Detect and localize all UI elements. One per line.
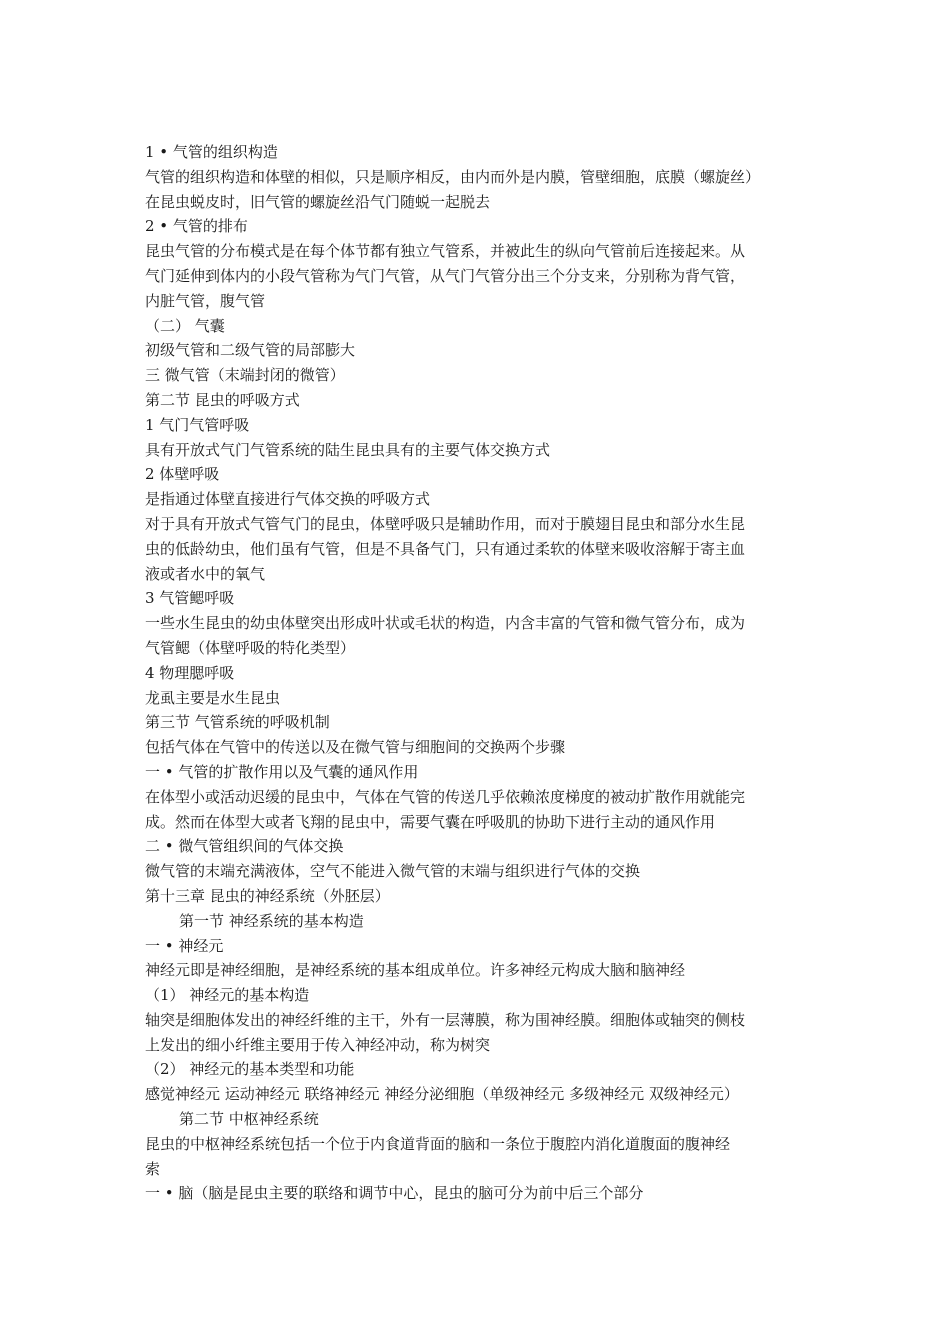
section-heading: （1） 神经元的基本构造 [145,986,310,1005]
paragraph-line: 昆虫气管的分布模式是在每个体节都有独立气管系，并被此生的纵向气管前后连接起来。从 [145,242,746,261]
chapter-heading: 第十三章 昆虫的神经系统（外胚层） [145,886,390,905]
paragraph-line: 气管的组织构造和体壁的相似，只是顺序相反，由内而外是内膜，管壁细胞，底膜（螺旋丝） [145,167,761,186]
paragraph-line: 昆虫的中枢神经系统包括一个位于内食道背面的脑和一条位于腹腔内消化道腹面的腹神经 [145,1134,731,1153]
paragraph-line: 上发出的细小纤维主要用于传入神经冲动，称为树突 [145,1035,491,1054]
section-heading: 第一节 神经系统的基本构造 [179,911,364,930]
paragraph-line: 是指通过体壁直接进行气体交换的呼吸方式 [145,490,431,509]
section-heading: 2 体壁呼吸 [145,465,220,484]
paragraph-line: 在体型小或活动迟缓的昆虫中，气体在气管的传送几乎依赖浓度梯度的被动扩散作用就能完 [145,787,746,806]
paragraph-line: 气门延伸到体内的小段气管称为气门气管，从气门气管分出三个分支来，分别称为背气管， [145,266,746,285]
paragraph-line: 具有开放式气门气管系统的陆生昆虫具有的主要气体交换方式 [145,440,551,459]
section-heading: 一 • 气管的扩散作用以及气囊的通风作用 [145,762,419,781]
paragraph-line: 在昆虫蜕皮时，旧气管的螺旋丝沿气门随蜕一起脱去 [145,192,491,211]
paragraph-line: 虫的低龄幼虫，他们虽有气管，但是不具备气门，只有通过柔软的体壁来吸收溶解于寄主血 [145,539,746,558]
paragraph-line: 龙虱主要是水生昆虫 [145,688,281,707]
section-heading: 三 微气管（末端封闭的微管） [145,366,345,385]
section-heading: 2 • 气管的排布 [145,217,248,236]
paragraph-line: 轴突是细胞体发出的神经纤维的主干，外有一层薄膜，称为围神经膜。细胞体或轴突的侧枝 [145,1010,746,1029]
section-heading: 一 • 脑（脑是昆虫主要的联络和调节中心，昆虫的脑可分为前中后三个部分 [145,1184,644,1203]
document-body [145,140,810,1206]
paragraph-line: 索 [145,1159,161,1178]
paragraph-line: 气管鳃（体壁呼吸的特化类型） [145,638,356,657]
section-heading: 3 气管鳃呼吸 [145,589,235,608]
section-heading: 第三节 气管系统的呼吸机制 [145,713,330,732]
paragraph-line: 包括气体在气管中的传送以及在微气管与细胞间的交换两个步骤 [145,738,566,757]
section-heading: 第二节 昆虫的呼吸方式 [145,390,300,409]
section-heading: 4 物理腮呼吸 [145,663,235,682]
section-heading: （2） 神经元的基本类型和功能 [145,1060,355,1079]
section-heading: 二 • 微气管组织间的气体交换 [145,837,344,856]
paragraph-line: 对于具有开放式气管气门的昆虫，体壁呼吸只是辅助作用，而对于膜翅目昆虫和部分水生昆 [145,514,746,533]
section-heading: 1 • 气管的组织构造 [145,143,278,161]
paragraph-line: 液或者水中的氧气 [145,564,266,583]
paragraph-line: 感觉神经元 运动神经元 联络神经元 神经分泌细胞（单级神经元 多级神经元 双级神经元） [145,1085,739,1104]
paragraph-line: 初级气管和二级气管的局部膨大 [145,341,356,360]
section-heading: 一 • 神经元 [145,936,224,955]
section-heading: 第二节 中枢神经系统 [179,1110,319,1129]
paragraph-line: 微气管的末端充满液体，空气不能进入微气管的末端与组织进行气体的交换 [145,862,641,881]
paragraph-line: 内脏气管，腹气管 [145,291,266,310]
paragraph-line: 一些水生昆虫的幼虫体壁突出形成叶状或毛状的构造，内含丰富的气管和微气管分布，成为 [145,614,746,633]
paragraph-line: 神经元即是神经细胞，是神经系统的基本组成单位。许多神经元构成大脑和脑神经 [145,961,686,980]
section-heading: （二） 气囊 [145,316,225,335]
paragraph-line: 成。然而在体型大或者飞翔的昆虫中，需要气囊在呼吸肌的协助下进行主动的通风作用 [145,812,716,831]
section-heading: 1 气门气管呼吸 [145,415,250,434]
